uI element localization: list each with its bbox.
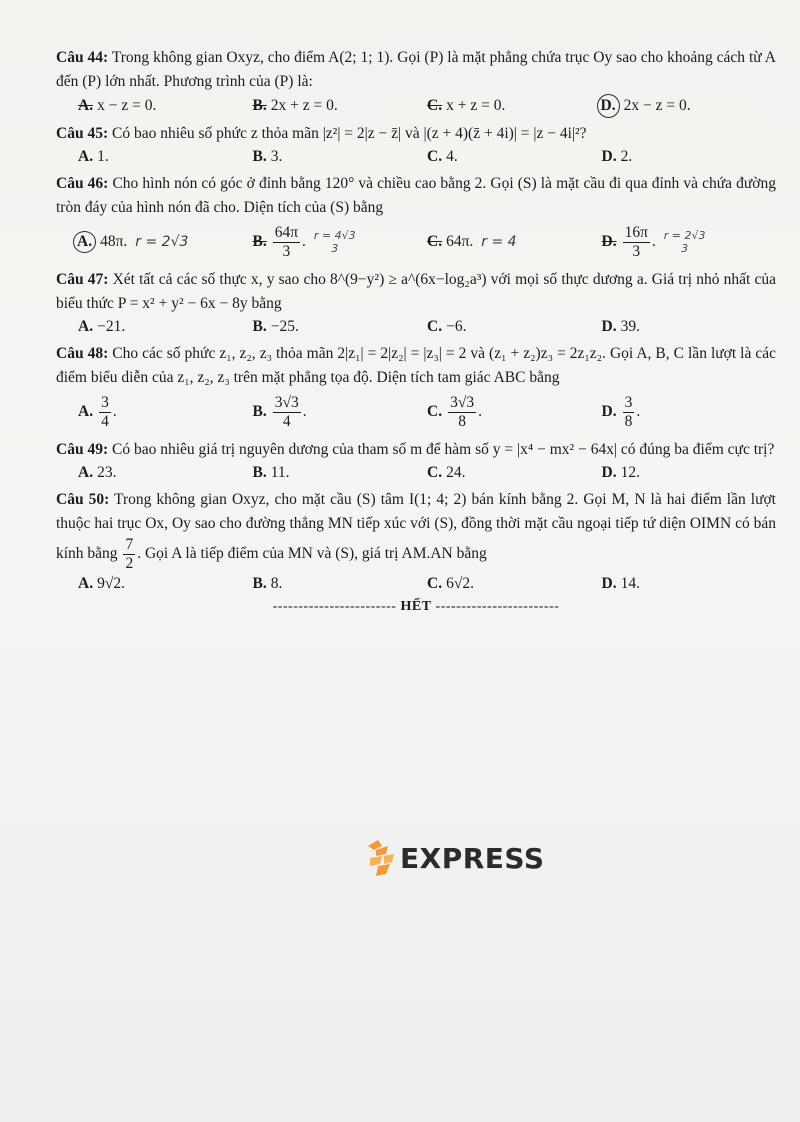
option-d: D. 14. [601,575,640,592]
question-number: Câu 49: [56,441,109,458]
question-number: Câu 48: [56,345,109,362]
question-number: Câu 44: [56,49,109,66]
answer-options [78,220,776,264]
logo-wordmark: EXPRESS [400,841,545,875]
option-c: C. $\frac{3√3}{8}$ . [427,393,482,430]
handwritten-note: r = 4 [481,234,517,250]
question-number: Câu 46: [56,175,109,192]
question-number: Câu 47: [56,271,109,288]
option-c: C. 64π. r = 4 [427,233,517,250]
answer-options [78,390,776,434]
handwritten-note: r = 2√3 3 [663,229,706,255]
option-a: A. 9√2. [78,575,125,592]
question-47 [56,268,776,338]
option-d: D. $\frac{16\pi}{3}$ . r = 2√3 3 [601,223,706,260]
option-d: D. 2x − z = 0. [602,94,777,118]
option-b: B. 11. [252,464,290,481]
question-stem: Trong không gian Oxyz, cho điểm A(2; 1; 1). Gọi (P) là mặt phẳng chứa trục Oy sao cho khoảng cách từ A đến (P) lớn nhất. Phương trình của (P) là: [56,49,776,90]
circled-answer: A. [73,231,96,253]
option-d: D. $\frac{3}{8}$ . [601,393,641,430]
circled-answer: D. [597,94,620,118]
question-48 [56,342,776,434]
option-a: A. x − z = 0. [78,97,157,114]
handwritten-note: r = 2√3 [135,234,189,250]
option-d: D. 39. [601,318,640,335]
option-c: C. −6. [427,318,467,335]
option-d: D. 12. [601,464,640,481]
exam-content [56,46,776,615]
question-stem: Có bao nhiêu số phức z thỏa mãn |z²| = 2|z − z̄| và |(z + 4)(z̄ + 4i)| = |z − 4i|²? [111,125,587,142]
question-49 [56,438,776,484]
stem-fraction: $\frac{7}{2}$ [125,536,134,572]
question-number: Câu 45: [56,125,109,142]
option-a: A. −21. [78,318,126,335]
answer-options [78,573,776,595]
option-b: B. 3. [252,148,283,165]
handwritten-note: r = 4√3 3 [313,229,356,255]
answer-options [78,146,776,168]
question-46 [56,172,776,264]
option-a: A. $\frac{3}{4}$ . [78,393,117,430]
question-45 [56,122,776,168]
question-stem: Có bao nhiêu giá trị nguyên dương của tham số m để hàm số y = |x⁴ − mx² − 64x| có đúng ba điểm cực trị? [111,441,775,458]
question-50: Câu 50: Trong không gian Oxyz, cho mặt cầu (S) tâm I(1; 4; 2) bán kính bằng 2. Gọi M, N là hai điểm lần lượt thuộc hai trục Ox, Oy sao cho đường thẳng MN tiếp xúc với (S), đồng thời mặt cầu ngoại tiếp tứ diện OIMN có bán kính bằng $\frac{7}{2}$ . Gọi A là tiếp điểm của MN và (S), giá trị AM.AN bằng A. 9√2. B. 8. C. 6√2. D. 14. [56,488,776,595]
option-c: C. 4. [427,148,458,165]
option-b: B. 2x + z = 0. [252,97,338,114]
option-b: B. 8. [252,575,283,592]
option-c: C. 24. [427,464,466,481]
option-b: B. −25. [252,318,299,335]
option-a: A. 1. [78,148,109,165]
question-number: Câu 50: [56,491,110,508]
answer-options [78,316,776,338]
question-stem: Cho các số phức z₁, z₂, z₃ thỏa mãn 2|z₁| = 2|z₂| = |z₃| = 2 và (z₁ + z₂)z₃ = 2z₁z₂. Gọi A, B, C lần lượt là các điểm biểu diễn của z₁, z₂, z₃ trên mặt phẳng tọa độ. Diện tích tam giác ABC bằng [56,345,777,386]
option-d: D. 2. [601,148,633,165]
question-stem: Xét tất cả các số thực x, y sao cho 8^(9−y²) ≥ a^(6x−log₂a³) với mọi số thực dương a. Giá trị nhỏ nhất của biểu thức P = x² + y² − 6x − 8y bằng [56,271,777,312]
question-stem: Trong không gian Oxyz, cho mặt cầu (S) tâm I(1; 4; 2) bán kính bằng 2. Gọi M, N là hai điểm lần lượt thuộc hai trục Ox, Oy sao cho đường thẳng MN tiếp xúc với (S), đồng thời mặt cầu ngoại tiếp tứ diện OIMN có bán kính bằng [56,491,776,563]
option-c: C. 6√2. [427,575,474,592]
option-a: A. 48π. r = 2√3 [78,231,253,253]
answer-options [78,94,776,118]
logo-mark-icon [364,836,398,880]
answer-options [78,462,776,484]
question-44 [56,46,776,118]
brand-logo [364,836,545,880]
end-marker: ------------------------ HẾT ------------------------ [272,599,560,614]
question-stem: Cho hình nón có góc ở đỉnh bằng 120° và chiều cao bằng 2. Gọi (S) là mặt cầu đi qua đỉnh và chứa đường tròn đáy của hình nón đã cho. Diện tích của (S) bằng [56,175,776,216]
option-b: B. $\frac{3√3}{4}$ . [252,393,307,430]
option-c: C. x + z = 0. [427,97,506,114]
option-a: A. 23. [78,464,117,481]
option-b: B. $\frac{64\pi}{3}$ . r = 4√3 3 [252,223,356,260]
